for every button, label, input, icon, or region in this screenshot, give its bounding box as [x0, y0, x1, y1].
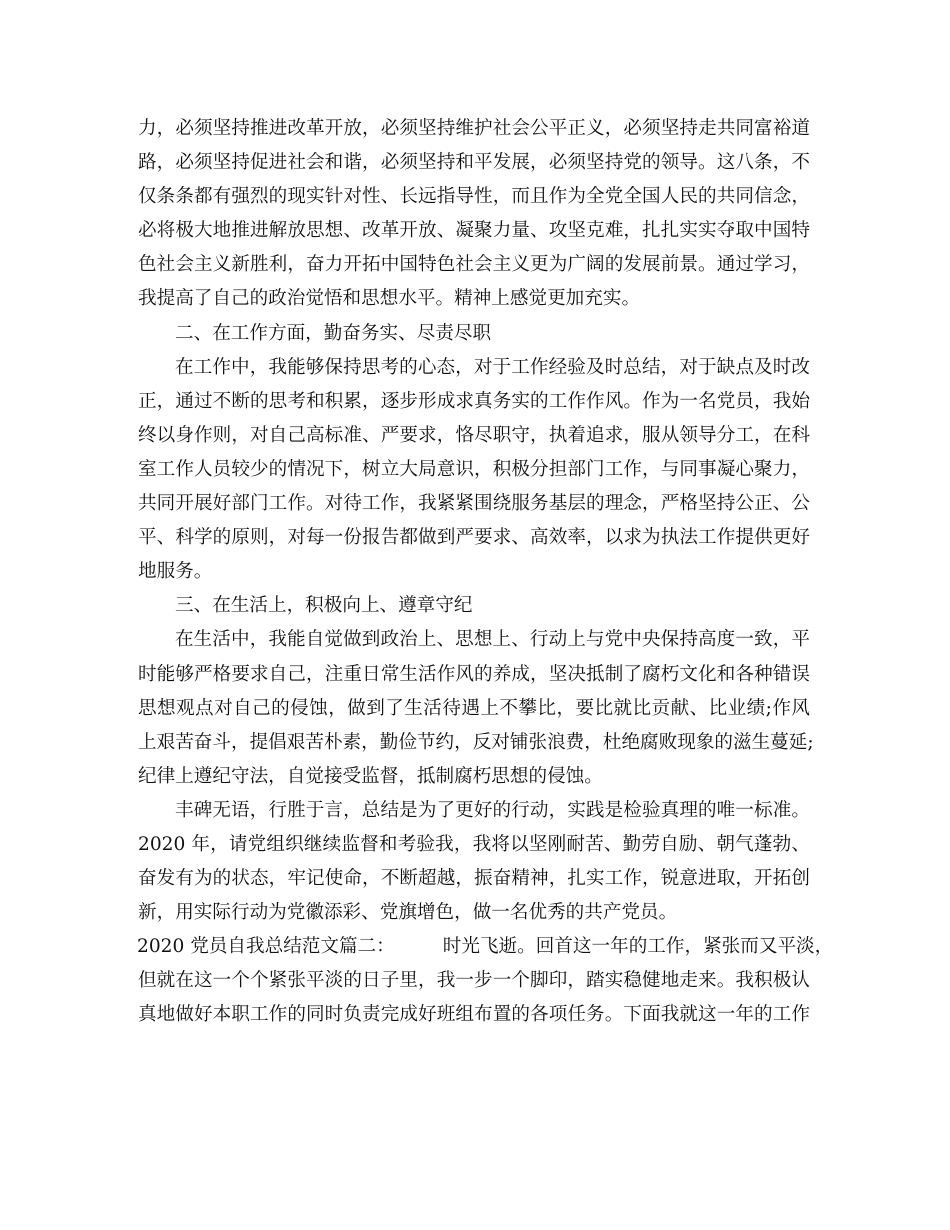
text-line: 时能够严格要求自己，注重日常生活作风的养成，坚决抵制了腐朽文化和各种错误 — [138, 663, 810, 685]
text-line: 上艰苦奋斗，提倡艰苦朴素，勤俭节约，反对铺张浪费，杜绝腐败现象的滋生蔓延; — [138, 731, 814, 753]
text-line: 共同开展好部门工作。对待工作，我紧紧围绕服务基层的理念，严格坚持公正、公 — [138, 493, 810, 515]
text-line: 丰碑无语，行胜于言，总结是为了更好的行动，实践是检验真理的唯一标准。 — [175, 799, 810, 821]
text-line: 新，用实际行动为党徽添彩、党旗增色，做一名优秀的共产党员。 — [138, 902, 678, 924]
text-line: 力，必须坚持推进改革开放，必须坚持维护社会公平正义，必须坚持走共同富裕道 — [138, 118, 810, 139]
text-line: 我提高了自己的政治觉悟和思想水平。精神上感觉更加充实。 — [138, 288, 641, 310]
text-line: 但就在这一个个紧张平淡的日子里，我一步一个脚印，踏实稳健地走来。我积极认 — [138, 970, 810, 992]
text-line: 地服务。 — [138, 561, 213, 583]
text-line: 室工作人员较少的情况下，树立大局意识，积极分担部门工作，与同事凝心聚力， — [138, 458, 810, 480]
document-body — [137, 112, 834, 1033]
text-line: 时光飞逝。回首这一年的工作，紧张而又平淡， — [442, 936, 834, 958]
section-heading: 三、在生活上，积极向上、遵章守纪 — [175, 595, 473, 617]
text-line: 终以身作则，对自己高标准、严要求，恪尽职守，执着追求，服从领导分工，在科 — [138, 424, 810, 446]
text-line: 2020 年，请党组织继续监督和考验我，我将以坚刚耐苦、勤劳自励、朝气蓬勃、 — [138, 833, 810, 855]
section-heading: 二、在工作方面，勤奋务实、尽责尽职 — [175, 322, 492, 344]
section-title: 2020 党员自我总结范文篇二： — [137, 936, 395, 958]
text-line: 在生活中，我能自觉做到政治上、思想上、行动上与党中央保持高度一致，平 — [175, 629, 810, 651]
text-line: 在工作中，我能够保持思考的心态，对于工作经验及时总结，对于缺点及时改 — [175, 356, 810, 378]
text-line: 思想观点对自己的侵蚀，做到了生活待遇上不攀比，要比就比贡献、比业绩;作风 — [138, 697, 810, 719]
text-line: 仅条条都有强烈的现实针对性、长远指导性，而且作为全党全国人民的共同信念， — [138, 186, 810, 208]
text-line: 真地做好本职工作的同时负责完成好班组布置的各项任务。下面我就这一年的工作 — [138, 1004, 810, 1026]
text-line: 正，通过不断的思考和积累，逐步形成求真务实的工作作风。作为一名党员，我始 — [138, 390, 810, 412]
text-line: 平、科学的原则，对每一份报告都做到严要求、高效率，以求为执法工作提供更好 — [138, 527, 810, 549]
text-line: 色社会主义新胜利，奋力开拓中国特色社会主义更为广阔的发展前景。通过学习， — [138, 254, 810, 276]
text-line: 纪律上遵纪守法，自觉接受监督，抵制腐朽思想的侵蚀。 — [138, 765, 603, 787]
section-title-line — [137, 930, 834, 964]
text-line: 路，必须坚持促进社会和谐，必须坚持和平发展，必须坚持党的领导。这八条，不 — [138, 152, 810, 174]
text-line: 奋发有为的状态，牢记使命，不断超越，振奋精神，扎实工作，锐意进取，开拓创 — [138, 868, 810, 890]
text-line: 必将极大地推进解放思想、改革开放、凝聚力量、攻坚克难，扎扎实实夺取中国特 — [138, 220, 810, 242]
